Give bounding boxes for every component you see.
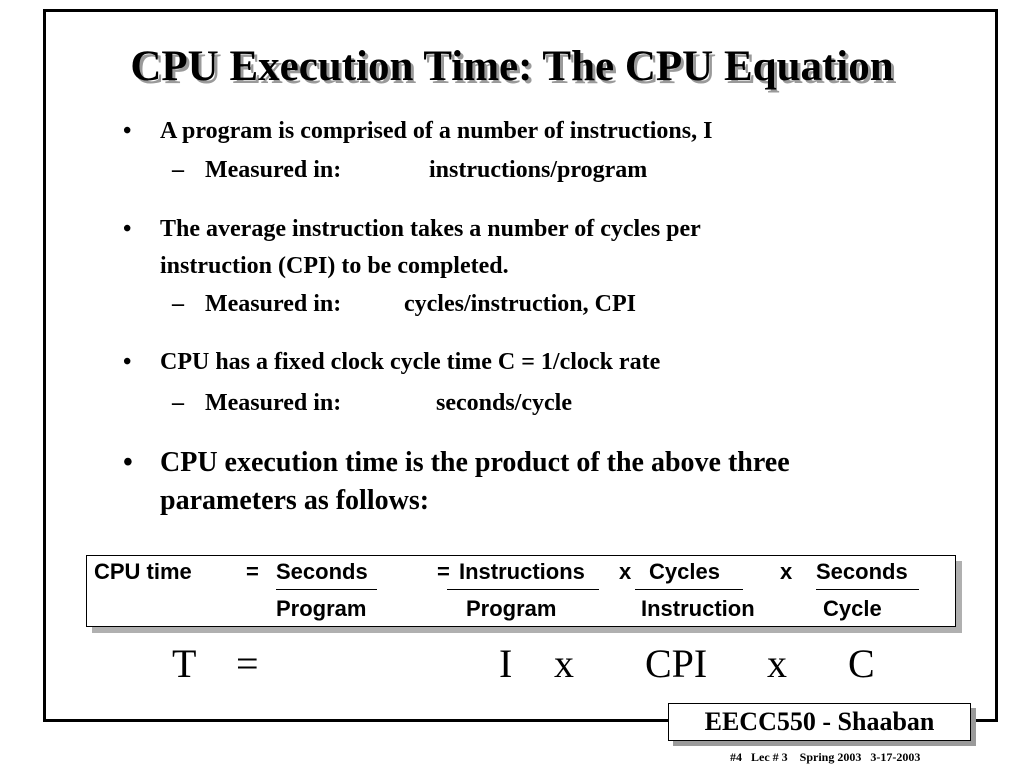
eq-term2-denominator: Program — [466, 596, 557, 621]
eq-times-2: x — [780, 559, 793, 584]
slide-title: CPU Execution Time: The CPU Equation — [130, 43, 894, 90]
eq-term2-numerator: Instructions — [459, 559, 585, 584]
eq-times-1: x — [619, 559, 632, 584]
i-symbol: I — [499, 641, 513, 686]
slide-footer: #4 Lec # 3 Spring 2003 3-17-2003 — [730, 750, 921, 764]
sub-dash: – — [172, 390, 184, 416]
bullet-2-measured-label: Measured in: — [205, 291, 342, 317]
bullet-1-measured-label: Measured in: — [205, 157, 342, 183]
bullet-1-text: A program is comprised of a number of instructions, I — [160, 118, 713, 144]
bullet-dot: • — [123, 447, 133, 478]
cpi-symbol: CPI — [645, 641, 708, 686]
eq-term3-denominator: Instruction — [641, 596, 755, 621]
t-symbol: T — [172, 641, 197, 686]
eq-term3-fraction-bar — [635, 589, 743, 590]
course-badge: EECC550 - Shaaban — [668, 703, 971, 741]
bullet-3-unit: seconds/cycle — [436, 390, 572, 416]
eq-term1-numerator: Seconds — [276, 559, 368, 584]
eq-lhs: CPU time — [94, 559, 192, 584]
cpu-equation-box — [86, 555, 956, 627]
bullet-dot: • — [123, 349, 132, 375]
sub-dash: – — [172, 157, 184, 183]
bullet-dot: • — [123, 118, 132, 144]
eq-term4-denominator: Cycle — [823, 596, 882, 621]
bullet-4-text-line-2: parameters as follows: — [160, 485, 430, 516]
bullet-2-text-line-2: instruction (CPI) to be completed. — [160, 253, 509, 279]
t-times-2: x — [767, 641, 787, 686]
eq-term4-fraction-bar — [816, 589, 919, 590]
bullet-3-text: CPU has a fixed clock cycle time C = 1/clock rate — [160, 349, 661, 375]
bullet-2-unit: cycles/instruction, CPI — [404, 291, 636, 317]
c-symbol: C — [848, 641, 875, 686]
t-times-1: x — [554, 641, 574, 686]
bullet-2-text-line-1: The average instruction takes a number of cycles per — [160, 216, 701, 242]
bullet-3-measured-label: Measured in: — [205, 390, 342, 416]
t-equation — [0, 640, 1024, 700]
bullet-dot: • — [123, 216, 132, 242]
eq-equals-2: = — [437, 559, 450, 584]
eq-equals-1: = — [246, 559, 259, 584]
eq-term3-numerator: Cycles — [649, 559, 720, 584]
bullet-4-text-line-1: CPU execution time is the product of the above three — [160, 447, 790, 478]
sub-dash: – — [172, 291, 184, 317]
t-equals: = — [236, 641, 259, 686]
eq-term4-numerator: Seconds — [816, 559, 908, 584]
eq-term1-fraction-bar — [276, 589, 377, 590]
bullet-1-unit: instructions/program — [429, 157, 648, 183]
eq-term2-fraction-bar — [447, 589, 599, 590]
eq-term1-denominator: Program — [276, 596, 367, 621]
